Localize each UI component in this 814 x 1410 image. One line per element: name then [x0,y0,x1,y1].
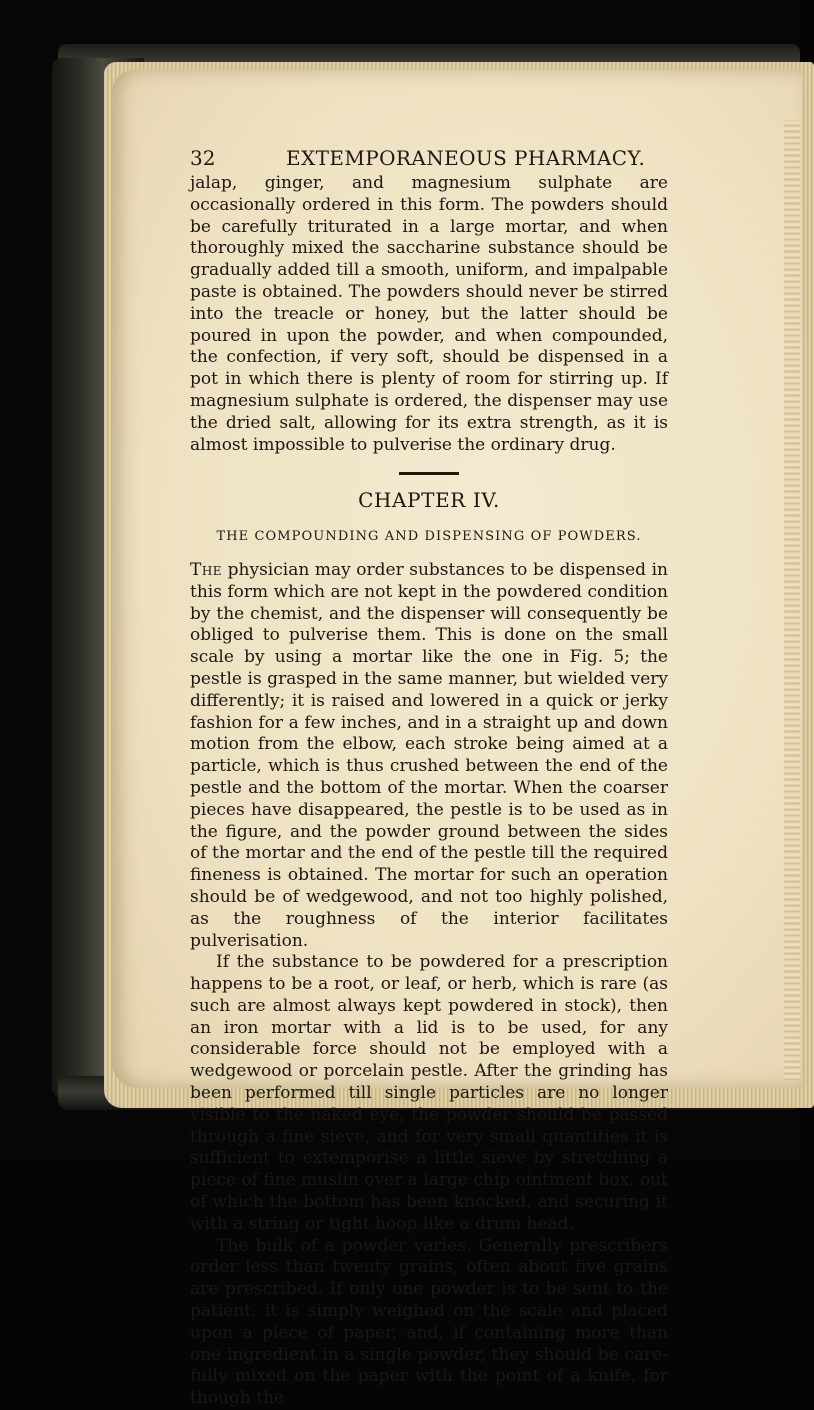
running-head: EXTEMPORANEOUS PHARMACY. [286,146,646,170]
right-page-edges [784,120,800,1080]
body-text [190,173,668,1410]
chapter-paragraph-3: The bulk of a powder varies. Generally prescribers order less than twenty grains, often about five grains are prescribed. If only one powder is to be sent to the patient, it is simply weighed on the scale and placed upon a piece of paper, and, if containing more than one ingredient in a single powder, they should be carefully mixed on the paper with the point of a knife, for though the [190,1235,668,1409]
page-header [190,146,670,172]
paragraph-lead-word: The [190,559,223,580]
chapter-title: CHAPTER IV. [358,488,500,513]
chapter-paragraph-2: If the substance to be powdered for a prescription happens to be a root, or leaf, or herb, which is rare (as such are almost always kept powdered in stock), then an iron mortar with a lid is to be used, for any considerable force should not be employed with a wedgewood or porcelain pestle. After the grinding has been performed till single particles are no longer visible to the naked eye, the powder should be passed through a fine sieve, and for very small quantities it is sufficient to extemporise a little sieve by stretching a piece of fine muslin over a large chip ointment box, out of which the bottom has been knocked, and securing it with a string or tight hoop like a drum head. [190,952,668,1234]
chapter-subtitle: THE COMPOUNDING AND DISPENSING OF POWDERS. [216,529,642,545]
paragraph-text: physician may order substances to be dispensed in this form which are not kept in the powdered condition by the chemist, and the dispenser will consequently be obliged to pulverise them. This is done on the small scale by using a mortar like the one in Fig. 5; the pestle is grasped in the same manner, but wielded very differently; it is raised and lowered in a quick or jerky fashion for a few inches, and in a straight up and down motion from the elbow, each stroke being aimed at a particle, which is thus crushed between the end of the pestle and the bottom of the mortar. When the coarser pieces have disappeared, the pestle is to be used as in the figure, and the powder ground between the sides of the mortar and the end of the pestle till the required fineness is obtained. The mortar for such an operation should be of wedgewood, and not too highly polished, as the roughness of the interior facilitates pulverisation. [190,559,668,951]
opening-paragraph: jalap, ginger, and magnesium sulphate are occasionally ordered in this form. The powders should be carefully triturated in a large mortar, and when thoroughly mixed the saccharine substance should be gradually added till a smooth, uniform, and impalpable paste is obtained. The powders should never be stirred into the treacle or honey, but the latter should be poured in upon the powder, and when compounded, the confection, if very soft, should be dispensed in a pot in which there is plenty of room for stirring up. If magnesium sulphate is ordered, the dispenser may use the dried salt, allowing for its extra strength, as it is almost impossible to pulverise the ordinary drug. [190,173,668,455]
chapter-divider-rule [399,472,459,475]
page-number: 32 [190,146,216,170]
chapter-paragraph-1 [190,560,668,952]
